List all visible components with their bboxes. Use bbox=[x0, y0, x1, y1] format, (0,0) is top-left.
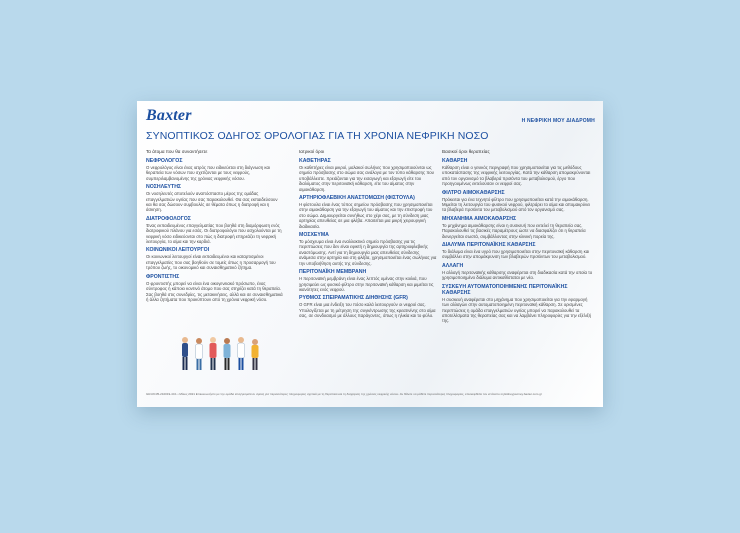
section-heading: ΜΗΧΑΝΗΜΑ ΑΙΜΟΚΑΘΑΡΣΗΣ bbox=[442, 215, 517, 222]
section-heading: ΔΙΑΤΡΟΦΟΛΟΓΟΣ bbox=[146, 215, 191, 222]
column-intro: Ιατρικοί όροι bbox=[299, 149, 325, 154]
section-heading: ΔΙΑΛΥΜΑ ΠΕΡΙΤΟΝΑΪΚΗΣ ΚΑΘΑΡΣΗΣ bbox=[442, 242, 536, 249]
section-heading: ΦΡΟΝΤΙΣΤΗΣ bbox=[146, 273, 180, 280]
section-peritoneal-membrane bbox=[299, 269, 437, 292]
section-body: Κάθαρση είναι ο γενικός περιγραφή που χρησιμοποιείται για τις μεθόδους υποκατάστασης της νεφρικής λειτουργίας. Κατά την κάθαρση απομακρύνονται από τον οργανισμό τα βλαβερά προϊόντα του μεταβολισμού, έργο που προηγουμένως εκτελούσαν οι νεφροί σας. bbox=[442, 165, 591, 187]
person-figure-1 bbox=[182, 337, 188, 370]
section-body: Το μόσχευμα είναι ένα εναλλακτικό σημείο πρόσβασης για τις περιπτώσεις που δεν είναι εφικτή η δημιουργία της αρτηριοφλεβικής αναστόμωσης. Αντί για τη δημιουργία μιας απευθείας σύνδεσης ανάμεσα στην αρτηρία και στη φλέβα, χρησιμοποιείται ένας σωλήνας για την υποβοήθηση αυτής της σύνδεσης. bbox=[299, 239, 437, 266]
section-heading: ΣΥΣΚΕΥΗ ΑΥΤΟΜΑΤΟΠΟΙΗΜΕΝΗΣ ΠΕΡΙΤΟΝΑΪΚΗΣ ΚΑΘΑΡΣΗΣ bbox=[442, 283, 568, 296]
footer-text: GR-RC35-210019-4C1 • Μάιος 2021 Επικοινωνήστε με την ομάδα επαγγελματιών υγείας για περισσότερες πληροφορίες σχετικά με τη θεραπεία και τη διαχείριση της χρόνιας νεφρικής νόσου. Αν θέλετε να μάθετε περισσότερες πληροφορίες, επισκεφθείτε τον ιστότοπο mykidneyjourney.baxter.com.gr bbox=[146, 392, 542, 396]
section-dialyzer bbox=[442, 190, 594, 213]
section-nephrologist bbox=[146, 158, 284, 181]
column-people bbox=[146, 149, 284, 305]
section-exchange bbox=[442, 263, 594, 281]
section-body: Η συσκευή αναφέρεται στο μηχάνημα που χρησιμοποιείται για την εφαρμογή των αλλαγών στην αυτοματοποιημένη περιτοναϊκή κάθαρση. Σε ορισμένες περιπτώσεις η ομάδα επαγγελματιών υγείας μπορεί να παρακολουθεί τα αποτελέσματα της θεραπείας σας και να λαμβάνει πληροφορίες για την εξέλιξή της. bbox=[442, 296, 592, 324]
section-heading: ΡΥΘΜΟΣ ΣΠΕΙΡΑΜΑΤΙΚΗΣ ΔΙΗΘΗΣΗΣ (GFR) bbox=[299, 295, 408, 302]
section-body: Ο φροντιστής μπορεί να είναι ένα οικογενειακό πρόσωπο, ένας σύντροφος ή κάποιο κοντινό άτομο που σας στηρίζει κατά τη θεραπεία. Σας βοηθά στις συνεδρίες, τις μετακινήσεις, αλλά και σε συναισθηματικά ή άλλα ζητήματα που προκύπτουν από τη χρόνια νεφρική νόσο. bbox=[146, 280, 283, 302]
section-catheter bbox=[299, 158, 437, 192]
person-figure-5 bbox=[238, 337, 245, 370]
section-dialysis bbox=[442, 158, 594, 187]
section-fistula bbox=[299, 195, 437, 229]
section-body: Η αλλαγή περιτοναϊκής κάθαρσης αναφέρεται στη διαδικασία κατά την οποία το χρησιμοποιημένο διάλυμα αντικαθίσταται με νέο. bbox=[442, 269, 593, 281]
column-treatment-terms bbox=[442, 149, 594, 327]
section-gfr bbox=[299, 295, 437, 318]
section-body: Η περιτοναϊκή μεμβράνη είναι ένας λεπτός υμένας στην κοιλιά, που χρησιμεύει ως φυσικό φίλτρο στην περιτοναϊκή κάθαρση και μιμείται τις ικανότητες ενός νεφρού. bbox=[299, 276, 434, 292]
section-heading: ΝΕΦΡΟΛΟΓΟΣ bbox=[146, 158, 183, 164]
section-heading: ΝΟΣΗΛΕΥΤΗΣ bbox=[146, 184, 182, 191]
person-figure-2 bbox=[196, 338, 203, 370]
section-heading: ΚΑΘΑΡΣΗ bbox=[442, 158, 468, 164]
section-body: Η φίστουλα είναι ένας τύπος σημείου πρόσβασης που χρησιμοποιείται στην αιμοκάθαρση για την εξαγωγή του αίματος και την επιστροφή του στο σώμα. Δημιουργείται συνήθως στο χέρι σας, με τη σύνδεση μιας αρτηρίας απευθείας σε μια φλέβα. Απαιτείται μια μικρή χειρουργική διαδικασία. bbox=[299, 202, 433, 229]
section-body: Ένας εκπαιδευμένος επαγγελματίας που βοηθά στη διαμόρφωση ενός διατροφικού πλάνου για εσάς. Οι διατροφολόγοι που ασχολούνται με τη νεφρική νόσο ειδικεύονται στο πώς η διατροφή επηρεάζει τη νεφρική λειτουργία, το αίμα και την καρδιά. bbox=[146, 222, 282, 245]
section-social-workers bbox=[146, 247, 284, 270]
section-body: Πρόκειται για ένα τεχνητό φίλτρο που χρησιμοποιείται κατά την αιμοκάθαρση. Μιμείται τη λειτουργία του φυσικού νεφρού, φιλτράρει το αίμα και απομακρύνει τα βλαβερά προϊόντα του μεταβολισμού από τον οργανισμό σας. bbox=[442, 196, 591, 213]
person-figure-6 bbox=[252, 339, 259, 370]
section-body: Οι καθετήρες είναι μικροί, μαλακοί σωλήνες που χρησιμοποιούνται ως σημεία πρόσβασης στο σώμα σας ανάλογα με τον τύπο κάθαρσης που υποβάλλεστε. Χρειάζονται για την εισαγωγή και εξαγωγή είτε του διαλύματος στην περιτοναϊκή κάθαρση, είτε του αίματος στην αιμοκάθαρση. bbox=[299, 165, 434, 192]
section-heading: ΠΕΡΙΤΟΝΑΪΚΗ ΜΕΜΒΡΑΝΗ bbox=[299, 269, 367, 276]
section-graft bbox=[299, 232, 437, 266]
section-heading: ΑΡΤΗΡΙΟΦΛΕΒΙΚΗ ΑΝΑΣΤΟΜΩΣΗ (ΦΙΣΤΟΥΛΑ) bbox=[299, 195, 415, 202]
section-body: Οι κοινωνικοί λειτουργοί είναι εκπαιδευμένοι και καταρτισμένοι επαγγελματίες που σας βοηθούν σε τομείς όπως η προσαρμογή του τρόπου ζωής, το οικονομικό και συναισθηματικό ζήτημα. bbox=[146, 254, 276, 271]
kidney-journey-label: Η ΝΕΦΡΙΚΗ ΜΟΥ ΔΙΑΔΡΟΜΗ bbox=[521, 118, 595, 124]
section-nurse bbox=[146, 184, 284, 213]
section-body: Το μηχάνημα αιμοκάθαρσης είναι η συσκευή που εκτελεί τη θεραπεία σας. Παρακολουθεί τις βασικές παραμέτρους ώστε να διασφαλίζει ότι η θεραπεία διενεργείται σωστά, συμβάλλοντας στην κλινική πορεία της. bbox=[442, 222, 586, 239]
section-body: Ο νεφρολόγος είναι ένας ιατρός που ειδικεύεται στη διάγνωση και θεραπεία των νόσων που σχετίζονται με τους νεφρούς, συμπεριλαμβανομένης της χρόνιας νεφρικής νόσου. bbox=[146, 165, 270, 181]
section-heading: ΜΟΣΧΕΥΜΑ bbox=[299, 232, 329, 239]
section-heading: ΚΟΙΝΩΝΙΚΟΙ ΛΕΙΤΟΥΡΓΟΙ bbox=[146, 247, 210, 254]
page-title: ΣΥΝΟΠΤΙΚΟΣ ΟΔΗΓΟΣ ΟΡΟΛΟΓΙΑΣ ΓΙΑ ΤΗ ΧΡΟΝΙΑ ΝΕΦΡΙΚΗ ΝΟΣΟ bbox=[146, 130, 489, 142]
section-heading: ΚΑΘΕΤΗΡΑΣ bbox=[299, 158, 331, 164]
section-apd-cycler bbox=[442, 284, 594, 324]
baxter-logo: Baxter bbox=[146, 107, 192, 124]
section-heading: ΦΙΛΤΡΟ ΑΙΜΟΚΑΘΑΡΣΗΣ bbox=[442, 189, 505, 196]
section-body: Ο GFR είναι μια ένδειξη του πόσο καλά λειτουργούν οι νεφροί σας. Υπολογίζεται με τη μέτρηση της συγκέντρωσης της κρεατινίνης στο αίμα σας, σε συνδυασμό με άλλους παράγοντες, όπως η ηλικία και το φύλο. bbox=[299, 302, 436, 319]
person-figure-3 bbox=[210, 337, 217, 370]
column-intro: Βασικοί όροι θεραπείας bbox=[442, 149, 490, 154]
section-caregiver bbox=[146, 274, 284, 303]
person-figure-4 bbox=[224, 338, 231, 370]
section-body: Οι νοσηλευτές αποτελούν αναπόσπαστο μέρος της ομάδας επαγγελματιών υγείας που σας παρακολουθεί. Θα σας εκπαιδεύσουν και θα σας δώσουν συμβουλές σε θέματα όπως η διατροφή και η άσκηση. bbox=[146, 191, 278, 213]
section-dietitian bbox=[146, 216, 284, 245]
section-pd-solution bbox=[442, 242, 594, 260]
section-heading: ΑΛΛΑΓΗ bbox=[442, 262, 464, 269]
care-team-illustration bbox=[177, 334, 263, 372]
column-intro: Τα άτομα που θα συναντήσετε bbox=[146, 149, 208, 154]
column-medical-terms bbox=[299, 149, 437, 322]
document-sheet bbox=[137, 101, 603, 407]
section-body: Το διάλυμα είναι ένα υγρό που χρησιμοποιείται στην περιτοναϊκή κάθαρση και συμβάλλει στην απομάκρυνση των βλαβερών προϊόντων του μεταβολισμού. bbox=[442, 249, 590, 260]
section-hd-machine bbox=[442, 216, 594, 239]
